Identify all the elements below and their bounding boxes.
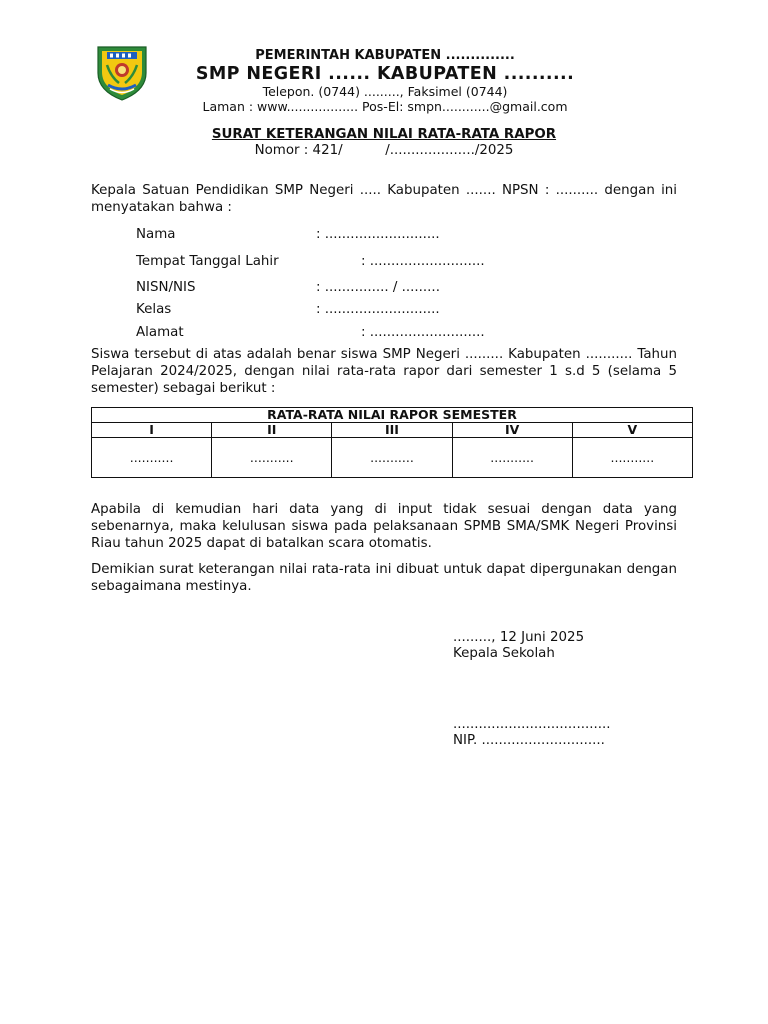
semester-header: III [332, 423, 452, 438]
semester-header: V [572, 423, 692, 438]
closing-paragraph [91, 561, 677, 595]
letter-title: SURAT KETERANGAN NILAI RATA-RATA RAPOR [211, 127, 557, 142]
statement-text: Siswa tersebut di atas adalah benar siswa SMP Negeri ......... Kabupaten ........... Tahun Pelajaran 2024/2025, dengan nilai rata-rata rapor dari semester 1 s.d 5 (selama 5 semester) sebagai berikut : [91, 347, 677, 396]
letter-number: Nomor : 421/ /..................../2025 [254, 143, 514, 158]
regency-coat-of-arms-icon [95, 43, 149, 101]
grades-table [91, 407, 693, 478]
field-alamat [136, 324, 485, 341]
intro-paragraph [91, 182, 677, 216]
field-kelas [136, 301, 440, 318]
statement-paragraph [91, 346, 677, 397]
intro-text: Kepala Satuan Pendidikan SMP Negeri ..... Kabupaten ....... NPSN : .......... dengan ini menyatakan bahwa : [91, 183, 677, 215]
field-value: : ........................... [361, 254, 485, 269]
note-text: Apabila di kemudian hari data yang di input tidak sesuai dengan data yang sebenarnya, maka kelulusan siswa pada pelaksanaan SPMB SMA/SMK Negeri Provinsi Riau tahun 2025 dapat di batalkan scara otomatis. [91, 502, 677, 551]
school-name: SMP NEGERI ...... KABUPATEN .......... [195, 64, 575, 84]
field-value: : ........................... [316, 227, 440, 242]
semester-value: ........... [452, 438, 572, 478]
field-nama [136, 226, 440, 243]
field-label: Kelas [136, 302, 172, 317]
field-tempat-tanggal-lahir [136, 253, 485, 270]
table-caption-row [92, 408, 693, 423]
field-label: Alamat [136, 325, 184, 340]
field-label: Tempat Tanggal Lahir [136, 254, 279, 269]
letterhead [160, 48, 610, 114]
semester-value: ........... [572, 438, 692, 478]
government-line: PEMERINTAH KABUPATEN .............. [255, 48, 515, 63]
signature-date: ........., 12 Juni 2025 [453, 630, 585, 645]
phone-line: Telepon. (0744) ........., Faksimel (0744) [262, 84, 508, 99]
field-label: NISN/NIS [136, 280, 196, 295]
table-row [92, 438, 693, 478]
semester-value: ........... [212, 438, 332, 478]
semester-value: ........... [92, 438, 212, 478]
signature-position: Kepala Sekolah [453, 646, 555, 661]
semester-value: ........... [332, 438, 452, 478]
signature-name-line: ..................................... [453, 717, 611, 732]
letter-title-block [0, 127, 768, 159]
table-header-row [92, 423, 693, 438]
note-paragraph [91, 501, 677, 552]
field-nisn-nis [136, 279, 440, 296]
field-value: : ........................... [316, 302, 440, 317]
field-value: : ........................... [361, 325, 485, 340]
website-line: Laman : www.................. Pos-El: smpn............@gmail.com [202, 99, 568, 114]
field-value: : ............... / ......... [316, 280, 440, 295]
semester-header: IV [452, 423, 572, 438]
closing-text: Demikian surat keterangan nilai rata-rata ini dibuat untuk dapat dipergunakan dengan sebagaimana mestinya. [91, 562, 677, 594]
signature-nip: NIP. ............................. [453, 733, 605, 748]
semester-header: II [212, 423, 332, 438]
table-caption: RATA-RATA NILAI RAPOR SEMESTER [92, 408, 693, 423]
semester-header: I [92, 423, 212, 438]
field-label: Nama [136, 227, 176, 242]
